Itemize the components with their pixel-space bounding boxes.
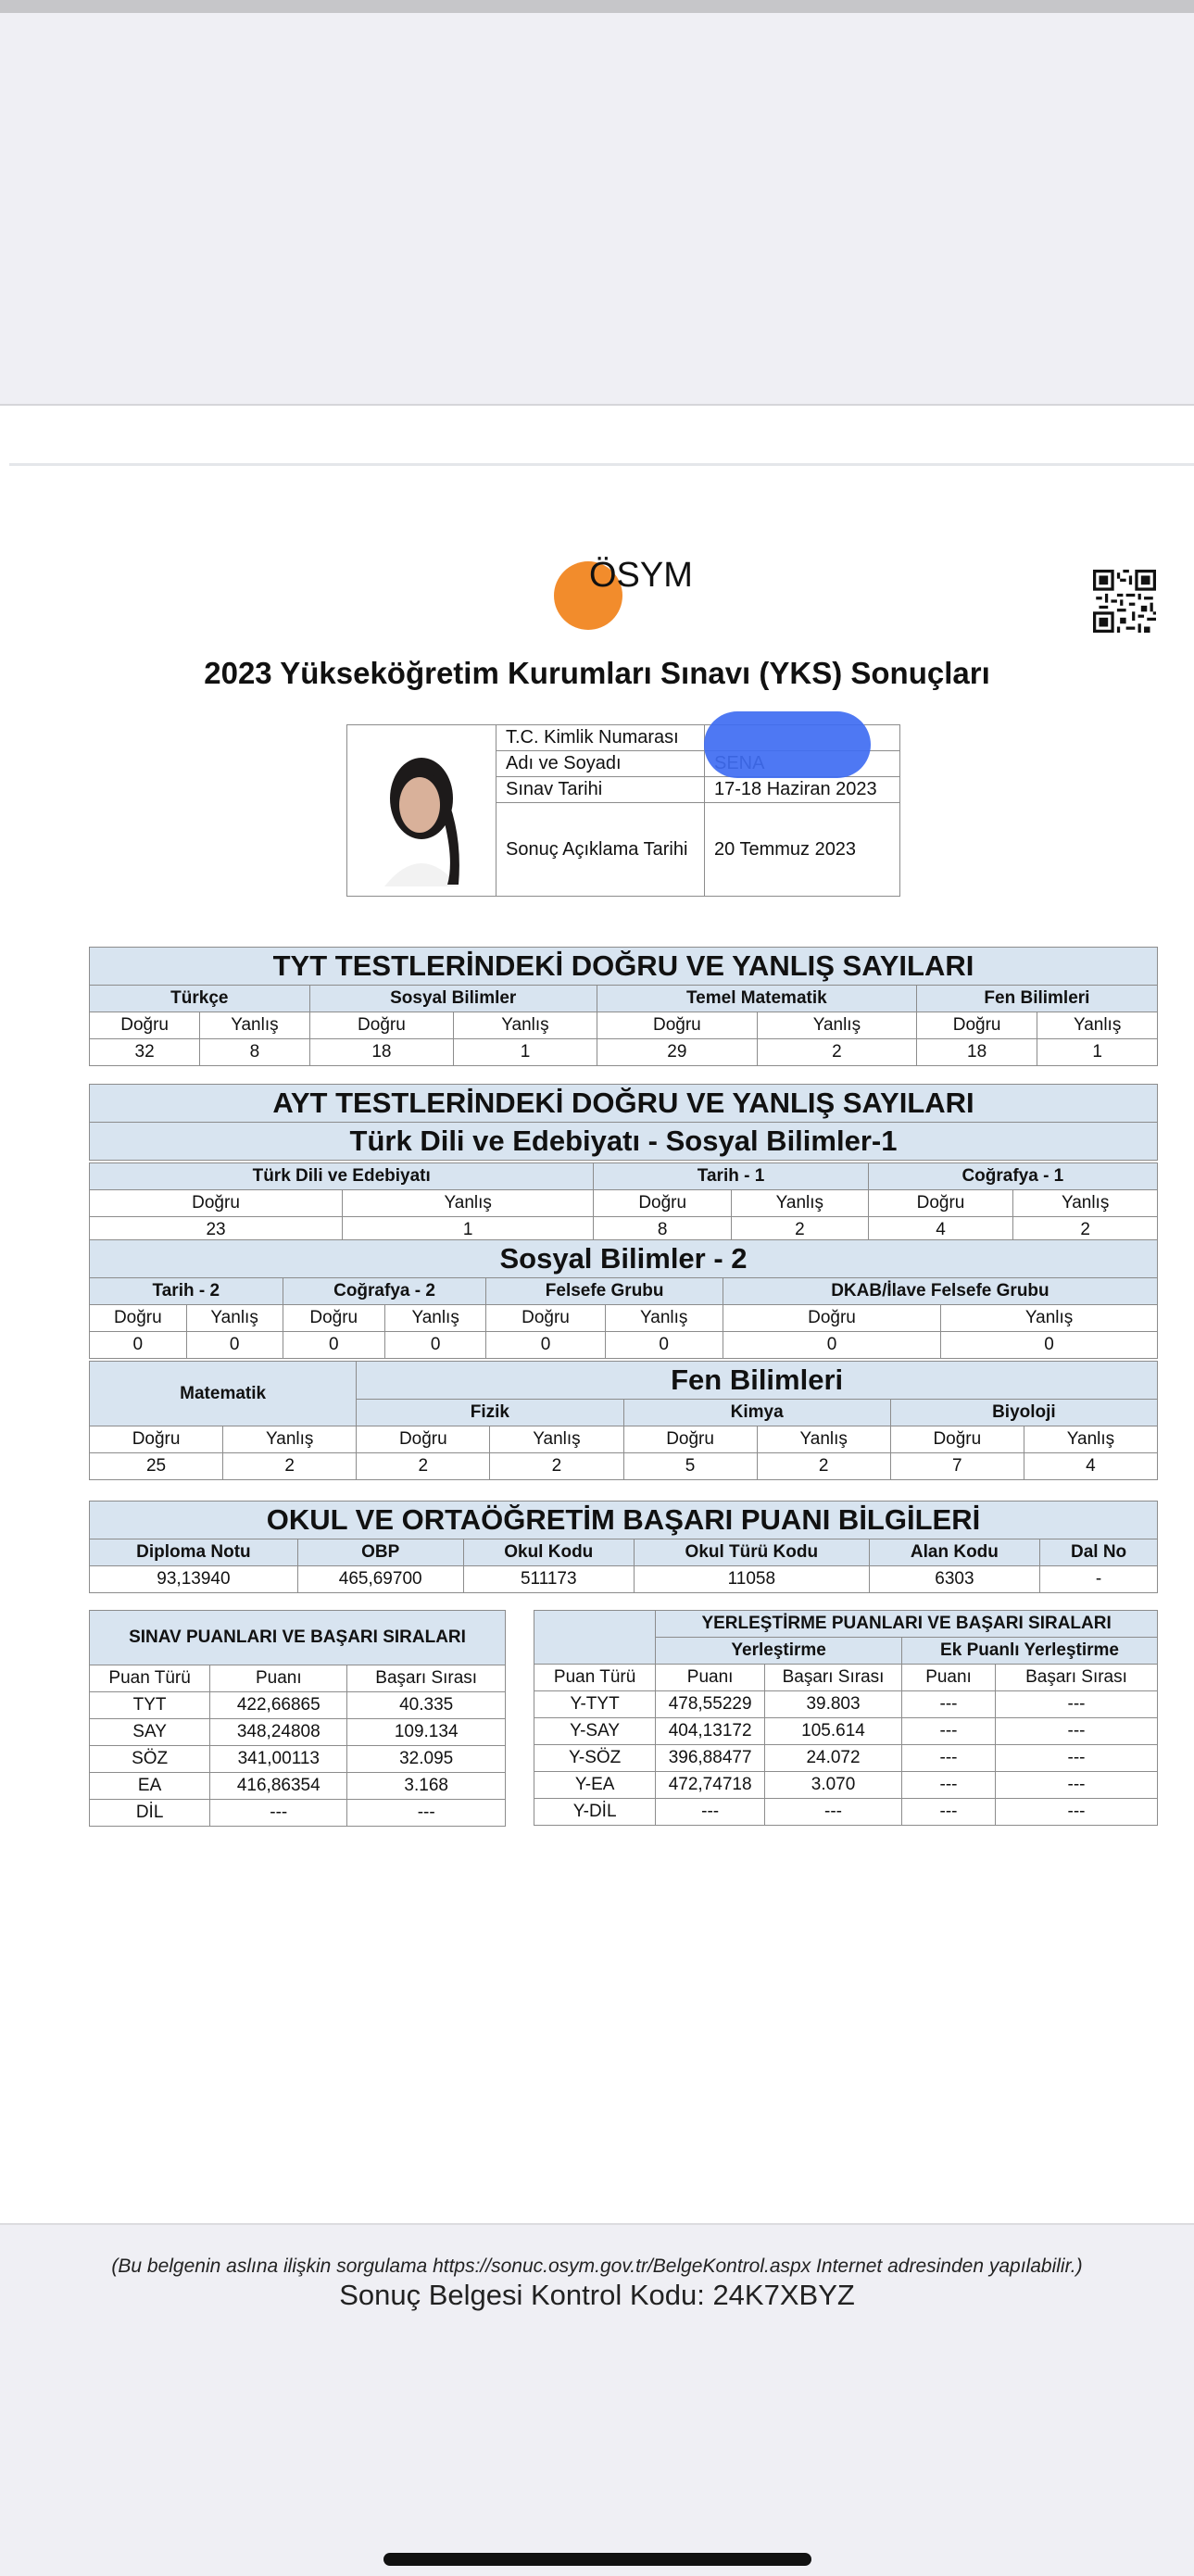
ayt-subject: Türk Dili ve Edebiyatı (90, 1163, 594, 1190)
exam-scores-title: SINAV PUANLARI VE BAŞARI SIRALARI (90, 1611, 506, 1665)
ayt-section2-title: Sosyal Bilimler - 2 (90, 1240, 1158, 1278)
score-value: 348,24808 (210, 1719, 347, 1746)
score-header: Başarı Sırası (347, 1665, 506, 1692)
ayt-subject: DKAB/İlave Felsefe Grubu (723, 1278, 1157, 1305)
score-type: DİL (90, 1800, 210, 1827)
placement-scores-table (534, 1610, 1158, 1826)
value-result-date: 20 Temmuz 2023 (705, 803, 900, 897)
score-rank: 40.335 (347, 1692, 506, 1719)
ek-value: --- (902, 1772, 996, 1799)
score-value: 416,86354 (210, 1773, 347, 1800)
col-dogru: Doğru (597, 1012, 757, 1039)
score-rank: 32.095 (347, 1746, 506, 1773)
placement-header: Puanı (656, 1665, 765, 1691)
placement-type: Y-TYT (534, 1691, 656, 1718)
col-dogru: Doğru (90, 1190, 343, 1217)
placement-header: Başarı Sırası (995, 1665, 1157, 1691)
obp-header: Dal No (1040, 1539, 1158, 1566)
ayt-value: 2 (490, 1453, 623, 1480)
tyt-value: 18 (309, 1039, 454, 1066)
placement-rank: 39.803 (765, 1691, 902, 1718)
placement-value: 396,88477 (656, 1745, 765, 1772)
ayt-subject: Kimya (623, 1400, 890, 1426)
osym-logo (554, 556, 739, 630)
col-dogru: Doğru (623, 1426, 757, 1453)
score-rank: 3.168 (347, 1773, 506, 1800)
placement-blank-header (534, 1611, 656, 1665)
ayt-value: 2 (357, 1453, 490, 1480)
ayt-subject: Coğrafya - 2 (283, 1278, 486, 1305)
col-dogru: Doğru (916, 1012, 1037, 1039)
ek-value: --- (902, 1718, 996, 1745)
ayt-title: AYT TESTLERİNDEKİ DOĞRU VE YANLIŞ SAYILARI (90, 1085, 1158, 1123)
home-indicator[interactable] (383, 2553, 811, 2566)
ayt-value: 4 (1024, 1453, 1157, 1480)
placement-type: Y-EA (534, 1772, 656, 1799)
col-yanlis: Yanlış (200, 1012, 309, 1039)
obp-value: 11058 (635, 1566, 870, 1593)
placement-title: YERLEŞTİRME PUANLARI VE BAŞARI SIRALARI (656, 1611, 1158, 1638)
score-rank: --- (347, 1800, 506, 1827)
col-yanlis: Yanlış (384, 1305, 486, 1332)
result-document (0, 404, 1194, 2311)
status-bar (0, 0, 1194, 13)
obp-value: 465,69700 (297, 1566, 463, 1593)
col-yanlis: Yanlış (186, 1305, 283, 1332)
col-dogru: Doğru (309, 1012, 454, 1039)
placement-rank: 105.614 (765, 1718, 902, 1745)
ayt-value: 8 (594, 1217, 732, 1244)
ayt-value: 23 (90, 1217, 343, 1244)
candidate-photo (347, 725, 496, 897)
score-type: TYT (90, 1692, 210, 1719)
col-dogru: Doğru (486, 1305, 605, 1332)
tyt-value: 32 (90, 1039, 200, 1066)
label-tc: T.C. Kimlik Numarası (496, 725, 705, 751)
placement-value: 478,55229 (656, 1691, 765, 1718)
score-header: Puan Türü (90, 1665, 210, 1692)
ayt-section1-title: Türk Dili ve Edebiyatı - Sosyal Bilimler-1 (90, 1123, 1158, 1161)
ayt-value: 0 (384, 1332, 486, 1359)
tyt-value: 8 (200, 1039, 309, 1066)
ayt-value: 2 (223, 1453, 357, 1480)
control-code: Sonuç Belgesi Kontrol Kodu: 24K7XBYZ (339, 2279, 855, 2311)
col-dogru: Doğru (594, 1190, 732, 1217)
tyt-subject: Temel Matematik (597, 986, 916, 1012)
placement-rank: 3.070 (765, 1772, 902, 1799)
ayt-value: 25 (90, 1453, 223, 1480)
placement-rank: 24.072 (765, 1745, 902, 1772)
ayt-value: 1 (343, 1217, 594, 1244)
obp-value: - (1040, 1566, 1158, 1593)
tyt-value: 2 (757, 1039, 916, 1066)
qr-code-icon (1093, 570, 1156, 633)
tyt-value: 29 (597, 1039, 757, 1066)
col-dogru: Doğru (868, 1190, 1013, 1217)
col-yanlis: Yanlış (1037, 1012, 1158, 1039)
label-result-date: Sonuç Açıklama Tarihi (496, 803, 705, 897)
score-value: --- (210, 1800, 347, 1827)
ayt-value: 2 (757, 1453, 890, 1480)
ayt-value: 5 (623, 1453, 757, 1480)
ayt-table (89, 1084, 1158, 1161)
obp-value: 511173 (463, 1566, 634, 1593)
score-type: EA (90, 1773, 210, 1800)
ek-rank: --- (995, 1718, 1157, 1745)
fen-header: Fen Bilimleri (357, 1362, 1158, 1400)
col-dogru: Doğru (283, 1305, 384, 1332)
ek-value: --- (902, 1691, 996, 1718)
ayt-section2-table (89, 1239, 1158, 1359)
ayt-subject: Coğrafya - 1 (868, 1163, 1157, 1190)
tyt-value: 18 (916, 1039, 1037, 1066)
placement-group2: Ek Puanlı Yerleştirme (902, 1638, 1158, 1665)
ayt-value: 4 (868, 1217, 1013, 1244)
ek-rank: --- (995, 1799, 1157, 1826)
ek-value: --- (902, 1745, 996, 1772)
score-header: Puanı (210, 1665, 347, 1692)
col-yanlis: Yanlış (490, 1426, 623, 1453)
tyt-subject: Sosyal Bilimler (309, 986, 597, 1012)
col-dogru: Doğru (357, 1426, 490, 1453)
col-yanlis: Yanlış (223, 1426, 357, 1453)
col-dogru: Doğru (90, 1305, 187, 1332)
page-title: 2023 Yükseköğretim Kurumları Sınavı (YKS) Sonuçları (204, 656, 990, 690)
placement-rank: --- (765, 1799, 902, 1826)
ayt-section1-table (89, 1162, 1158, 1244)
col-dogru: Doğru (90, 1426, 223, 1453)
ayt-value: 7 (890, 1453, 1024, 1480)
placement-header: Başarı Sırası (765, 1665, 902, 1691)
placement-type: Y-SAY (534, 1718, 656, 1745)
exam-scores-table (89, 1610, 506, 1827)
obp-title: OKUL VE ORTAÖĞRETİM BAŞARI PUANI BİLGİLERİ (90, 1502, 1158, 1539)
obp-header: Okul Türü Kodu (635, 1539, 870, 1566)
col-dogru: Doğru (723, 1305, 940, 1332)
tyt-subject: Türkçe (90, 986, 310, 1012)
tyt-value: 1 (454, 1039, 597, 1066)
obp-table (89, 1501, 1158, 1593)
obp-value: 93,13940 (90, 1566, 298, 1593)
divider (9, 463, 1194, 466)
ayt-value: 0 (486, 1332, 605, 1359)
ek-rank: --- (995, 1745, 1157, 1772)
tyt-table (89, 947, 1158, 1066)
logo-text: ÖSYM (589, 556, 693, 595)
placement-header: Puan Türü (534, 1665, 656, 1691)
placement-value: 472,74718 (656, 1772, 765, 1799)
ayt-subject: Felsefe Grubu (486, 1278, 723, 1305)
score-rank: 109.134 (347, 1719, 506, 1746)
label-name: Adı ve Soyadı (496, 751, 705, 777)
ayt-value: 2 (732, 1217, 869, 1244)
obp-header: Okul Kodu (463, 1539, 634, 1566)
placement-header: Puanı (902, 1665, 996, 1691)
tyt-value: 1 (1037, 1039, 1158, 1066)
tyt-title: TYT TESTLERİNDEKİ DOĞRU VE YANLIŞ SAYILARI (90, 948, 1158, 986)
tyt-subject: Fen Bilimleri (916, 986, 1157, 1012)
ayt-value: 0 (941, 1332, 1158, 1359)
ayt-subject: Tarih - 1 (594, 1163, 868, 1190)
obp-header: Alan Kodu (869, 1539, 1039, 1566)
ek-rank: --- (995, 1691, 1157, 1718)
col-yanlis: Yanlış (757, 1012, 916, 1039)
label-exam-date: Sınav Tarihi (496, 777, 705, 803)
ayt-value: 0 (283, 1332, 384, 1359)
placement-value: 404,13172 (656, 1718, 765, 1745)
obp-value: 6303 (869, 1566, 1039, 1593)
col-yanlis: Yanlış (1013, 1190, 1158, 1217)
ayt-value: 2 (1013, 1217, 1158, 1244)
placement-group1: Yerleştirme (656, 1638, 902, 1665)
value-exam-date: 17-18 Haziran 2023 (705, 777, 900, 803)
obp-header: Diploma Notu (90, 1539, 298, 1566)
col-yanlis: Yanlış (1024, 1426, 1157, 1453)
score-type: SAY (90, 1719, 210, 1746)
ayt-subject: Fizik (357, 1400, 623, 1426)
placement-value: --- (656, 1799, 765, 1826)
matematik-header: Matematik (90, 1362, 357, 1426)
redaction-mark (704, 711, 871, 778)
col-yanlis: Yanlış (605, 1305, 723, 1332)
placement-type: Y-SÖZ (534, 1745, 656, 1772)
ayt-value: 0 (605, 1332, 723, 1359)
col-yanlis: Yanlış (732, 1190, 869, 1217)
ayt-value: 0 (723, 1332, 940, 1359)
col-dogru: Doğru (90, 1012, 200, 1039)
ayt-subject: Biyoloji (890, 1400, 1157, 1426)
ayt-section3-table (89, 1361, 1158, 1480)
col-dogru: Doğru (890, 1426, 1024, 1453)
placement-type: Y-DİL (534, 1799, 656, 1826)
ayt-value: 0 (186, 1332, 283, 1359)
col-yanlis: Yanlış (757, 1426, 890, 1453)
ek-value: --- (902, 1799, 996, 1826)
col-yanlis: Yanlış (941, 1305, 1158, 1332)
score-type: SÖZ (90, 1746, 210, 1773)
score-value: 341,00113 (210, 1746, 347, 1773)
col-yanlis: Yanlış (454, 1012, 597, 1039)
obp-header: OBP (297, 1539, 463, 1566)
ayt-value: 0 (90, 1332, 187, 1359)
score-value: 422,66865 (210, 1692, 347, 1719)
ek-rank: --- (995, 1772, 1157, 1799)
col-yanlis: Yanlış (343, 1190, 594, 1217)
ayt-subject: Tarih - 2 (90, 1278, 283, 1305)
photo-portrait-icon (366, 729, 477, 886)
verification-note: (Bu belgenin aslına ilişkin sorgulama https://sonuc.osym.gov.tr/BelgeKontrol.aspx Internet adresinden yapılabilir.) (111, 2256, 1083, 2277)
